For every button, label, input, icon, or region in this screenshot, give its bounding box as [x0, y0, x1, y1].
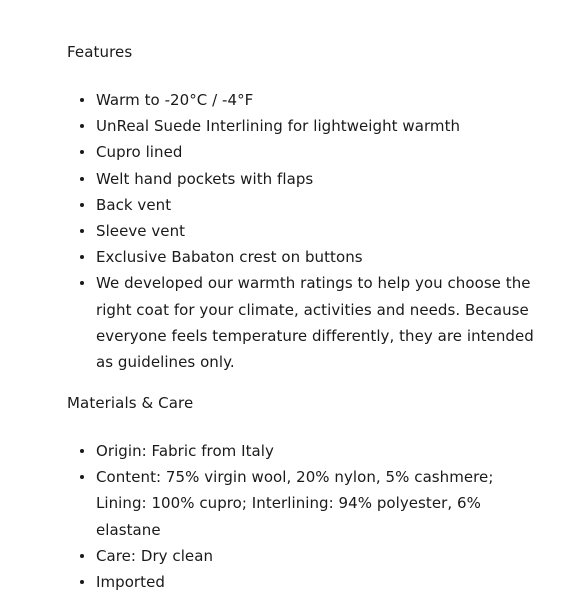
- features-list: [67, 87, 537, 375]
- feature-item-text: Warm to -20°C / -4°F: [96, 91, 254, 109]
- bullet-icon: [80, 150, 84, 154]
- feature-item: [67, 244, 537, 270]
- materials-item: [67, 543, 537, 569]
- feature-item: [67, 139, 537, 165]
- feature-item-text: UnReal Suede Interlining for lightweight warmth: [96, 117, 461, 136]
- feature-item-text: Cupro lined: [96, 143, 183, 162]
- bullet-icon: [80, 203, 84, 207]
- features-section: [67, 41, 537, 375]
- bullet-icon: [80, 255, 84, 259]
- materials-care-section: [67, 392, 537, 595]
- bullet-icon: [80, 281, 84, 285]
- bullet-icon: [80, 554, 84, 558]
- feature-item-text: Welt hand pockets with flaps: [96, 169, 314, 188]
- materials-item-text: Care: Dry clean: [96, 546, 214, 565]
- materials-item-text: Imported: [96, 573, 165, 592]
- feature-item: [67, 270, 537, 375]
- feature-item: [67, 113, 537, 139]
- feature-item-text: Sleeve vent: [96, 222, 186, 241]
- materials-item-text: Content: 75% virgin wool, 20% nylon, 5% cashmere; Lining: 100% cupro; Interlining: 94% polyester, 6% elastane: [96, 468, 494, 539]
- materials-item: [67, 464, 537, 543]
- bullet-icon: [80, 229, 84, 233]
- bullet-icon: [80, 98, 84, 102]
- materials-care-list: [67, 438, 537, 595]
- bullet-icon: [80, 580, 84, 584]
- feature-item: [67, 192, 537, 218]
- feature-item: [67, 166, 537, 192]
- bullet-icon: [80, 124, 84, 128]
- materials-care-heading: Materials & Care: [67, 394, 194, 412]
- feature-item-text: Back vent: [96, 195, 172, 214]
- bullet-icon: [80, 177, 84, 181]
- bullet-icon: [80, 449, 84, 453]
- materials-item-text: Origin: Fabric from Italy: [96, 442, 274, 460]
- feature-item: [67, 87, 537, 113]
- features-heading: Features: [67, 43, 133, 61]
- bullet-icon: [80, 475, 84, 479]
- feature-item-text: Exclusive Babaton crest on buttons: [96, 248, 363, 267]
- feature-item-text: We developed our warmth ratings to help you choose the right coat for your climate, activities and needs. Because everyone feels temperature differently, they are intended as guidelines only.: [96, 274, 534, 372]
- feature-item: [67, 218, 537, 244]
- materials-item: [67, 438, 537, 464]
- materials-item: [67, 569, 537, 595]
